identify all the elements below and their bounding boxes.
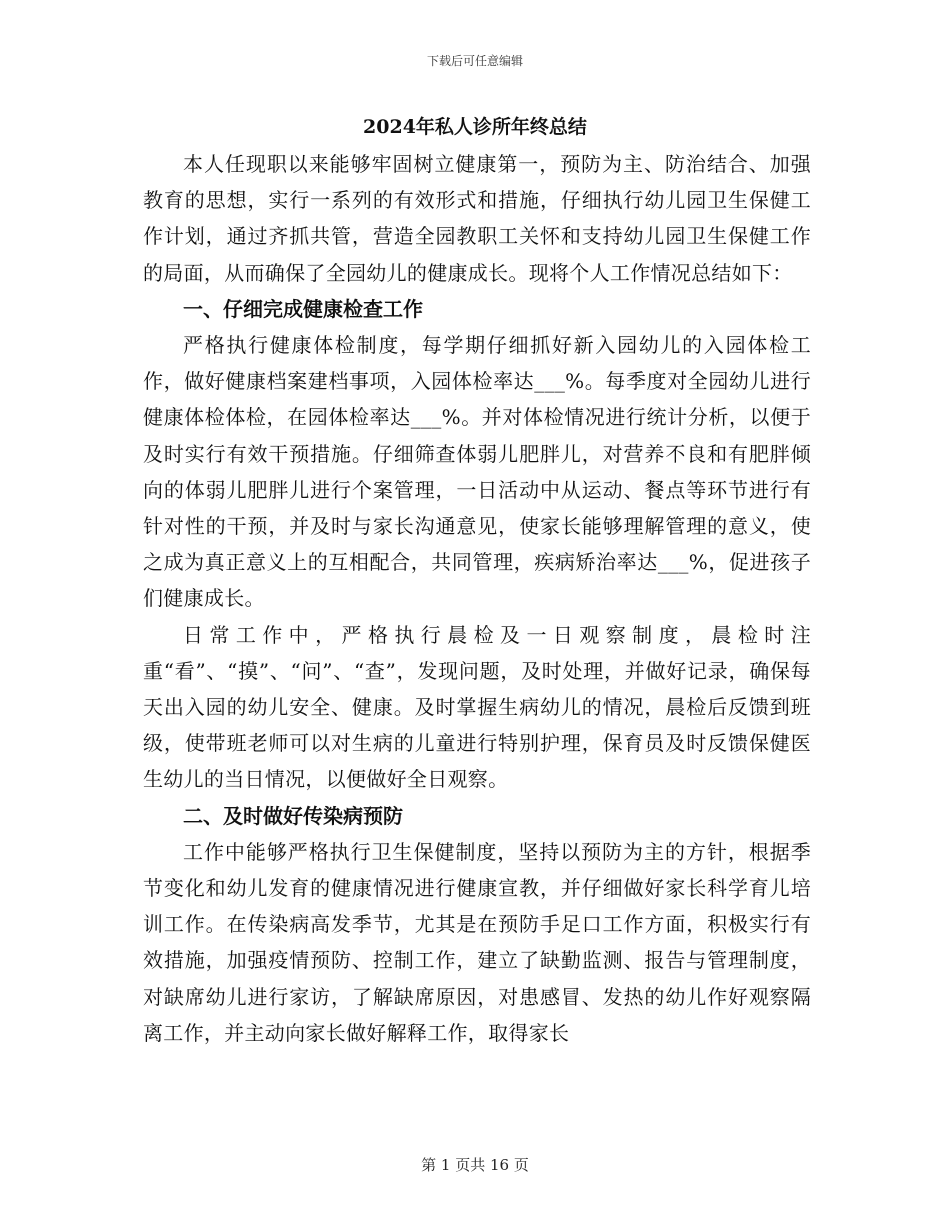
header-note: 下载后可任意编辑 [426,54,523,68]
paragraph-disease-prevention: 工作中能够严格执行卫生保健制度，坚持以预防为主的方针，根据季节变化和幼儿发育的健康情况进行健康宣教，并仔细做好家长科学育儿培训工作。在传染病高发季节，尤其是在预防手足口工作方面，积极实行有效措施，加强疫情预防、控制工作，建立了缺勤监测、报告与管理制度，对缺席幼儿进行家访，了解缺席原因，对患感冒、发热的幼儿作好观察隔离工作，并主动向家长做好解释工作，取得家长 [143,839,811,1045]
paragraph-health-check: 严格执行健康体检制度，每学期仔细抓好新入园幼儿的入园体检工作，做好健康档案建档事项，入园体检率达___%。每季度对全园幼儿进行健康体检体检，在园体检率达___%。并对体检情况进行统计分析，以便于及时实行有效干预措施。仔细筛查体弱儿肥胖儿，对营养不良和有肥胖倾向的体弱儿肥胖儿进行个案管理，一日活动中从运动、餐点等环节进行有针对性的干预，并及时与家长沟通意见，使家长能够理解管理的意义，使之成为真正意义上的互相配合，共同管理，疾病矫治率达___%，促进孩子们健康成长。 [143,333,811,611]
section-heading-2: 二、及时做好传染病预防 [183,803,403,828]
document-title: 2024年私人诊所年终总结 [363,116,587,138]
page-footer: 第 1 页共 16 页 [421,1156,529,1174]
document-body [143,146,811,1051]
paragraph-intro: 本人任现职以来能够牢固树立健康第一，预防为主、防治结合、加强教育的思想，实行一系列的有效形式和措施，仔细执行幼儿园卫生保健工作计划，通过齐抓共管，营造全园教职工关怀和支持幼儿园卫生保健工作的局面，从而确保了全园幼儿的健康成长。现将个人工作情况总结如下： [143,152,811,285]
section-heading-1: 一、仔细完成健康检查工作 [183,296,423,321]
paragraph-daily-inspection: 日常工作中，严格执行晨检及一日观察制度，晨检时注重“看”、“摸”、“问”、“查”，发现问题，及时处理，并做好记录，确保每天出入园的幼儿安全、健康。及时掌握生病幼儿的情况，晨检后反馈到班级，使带班老师可以对生病的儿童进行特别护理，保育员及时反馈保健医生幼儿的当日情况，以便做好全日观察。 [143,622,811,792]
